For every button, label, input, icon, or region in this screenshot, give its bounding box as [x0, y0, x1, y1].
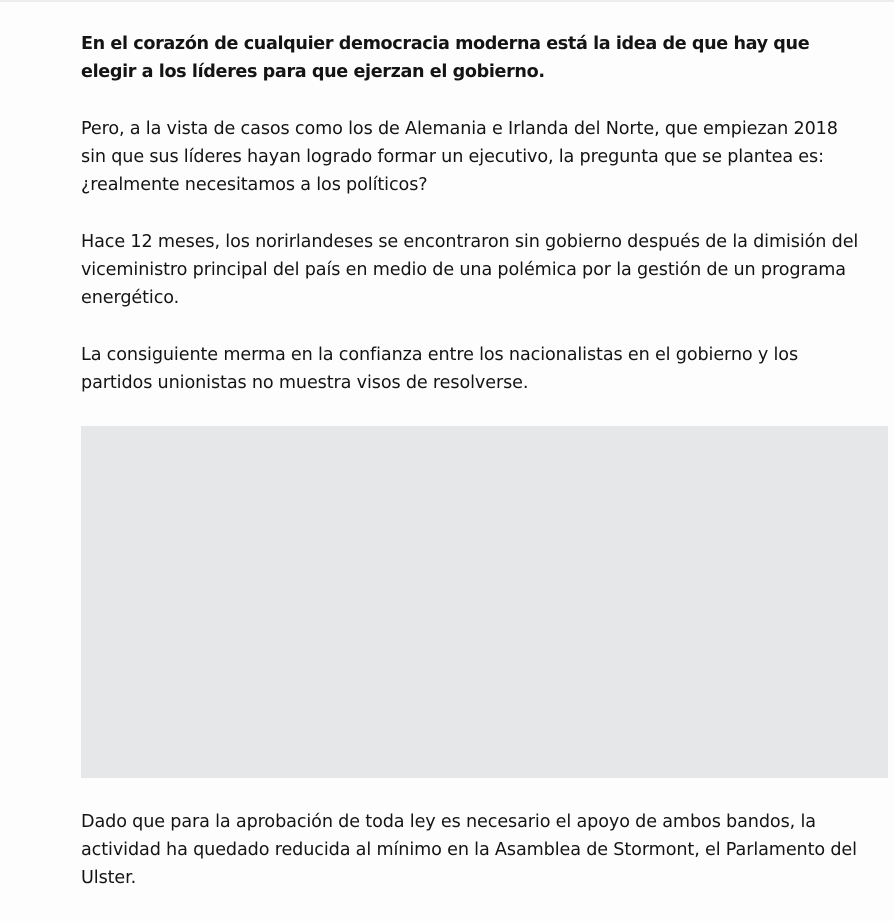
- article-continuation: [81, 808, 871, 921]
- article-lead: En el corazón de cualquier democracia moderna está la idea de que hay que elegir a los líderes para que ejerzan el gobierno.: [81, 34, 810, 82]
- article-paragraph: Pero, a la vista de casos como los de Alemania e Irlanda del Norte, que empiezan 2018 sin que sus líderes hayan logrado formar un ejecutivo, la pregunta que se plantea es: ¿realmente necesitamos a los políticos?: [81, 119, 838, 195]
- image-placeholder: [81, 426, 888, 778]
- article-paragraph: La consiguiente merma en la confianza entre los nacionalistas en el gobierno y los partidos unionistas no muestra visos de resolverse.: [81, 345, 799, 393]
- article-paragraph: Hace 12 meses, los norirlandeses se encontraron sin gobierno después de la dimisión del viceministro principal del país en medio de una polémica por la gestión de un programa energético.: [81, 232, 859, 308]
- top-divider: [0, 0, 894, 2]
- article-paragraph: Dado que para la aprobación de toda ley es necesario el apoyo de ambos bandos, la actividad ha quedado reducida al mínimo en la Asamblea de Stormont, el Parlamento del Ulster.: [81, 812, 857, 888]
- article-body: [81, 30, 861, 426]
